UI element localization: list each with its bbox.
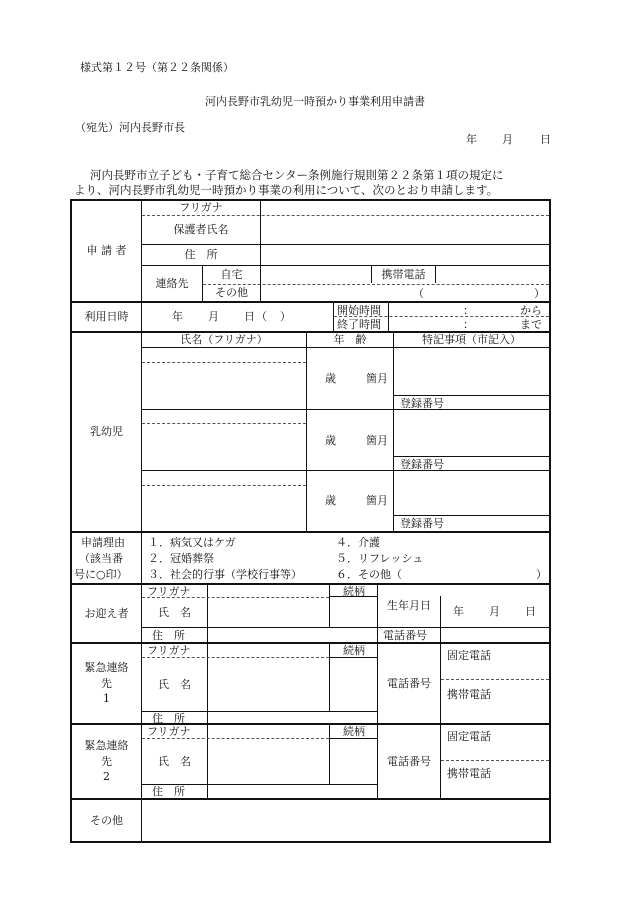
- emergency-1-landline-label: 固定電話: [447, 649, 491, 662]
- emergency-2-relation-label: 続柄: [343, 725, 365, 738]
- pickup-name-field[interactable]: [208, 598, 329, 627]
- addressee: （宛先）河内長野市長: [75, 121, 185, 134]
- reason-item-1[interactable]: １．病気又はケガ: [148, 536, 236, 549]
- child-3-age-months: 箇月: [366, 494, 388, 507]
- contact-label: 連絡先: [155, 276, 189, 290]
- end-time-field[interactable]: [389, 317, 517, 330]
- intro-line-1: 河内長野市立子ども・子育て総合センター条例施行規則第２２条第１項の規定に: [90, 168, 504, 182]
- end-time-label: 終了時間: [337, 318, 381, 331]
- pickup-label: お迎え者: [84, 606, 129, 620]
- start-time-label: 開始時間: [337, 304, 381, 317]
- child-2-reg-no-label: 登録番号: [400, 458, 444, 471]
- form-number: 様式第１２号（第２２条関係）: [80, 61, 234, 74]
- other-label: その他: [90, 813, 123, 827]
- reason-item-6[interactable]: ６．その他（: [336, 568, 402, 581]
- pickup-furigana-label: フリガナ: [147, 585, 191, 598]
- date-day: 日: [540, 133, 551, 146]
- child-1-age-years: 歳: [325, 372, 336, 385]
- mobile-phone-label: 携帯電話: [381, 267, 426, 281]
- pickup-phone-field[interactable]: [441, 628, 549, 642]
- emergency-2-phone-label: 電話番号: [387, 754, 431, 768]
- child-col-age: 年 齢: [333, 333, 367, 347]
- emergency-1-name-field[interactable]: [208, 658, 329, 711]
- pickup-name-label: 氏 名: [158, 605, 191, 619]
- applicant-address-field[interactable]: [261, 245, 549, 265]
- child-col-name: 氏名（フリガナ）: [180, 333, 268, 347]
- pickup-address-label: 住 所: [152, 629, 185, 642]
- applicant-furigana-label: フリガナ: [179, 200, 223, 214]
- child-3-age-years: 歳: [325, 494, 336, 507]
- pickup-birth-label: 生年月日: [387, 599, 431, 613]
- form-title: 河内長野市乳幼児一時預かり事業利用申請書: [205, 95, 425, 108]
- pickup-birth-field[interactable]: 年 月 日: [453, 605, 537, 619]
- emergency-2-relation-field[interactable]: [330, 739, 377, 784]
- date-month: 月: [502, 133, 513, 146]
- emergency-2-address-field[interactable]: [208, 785, 377, 798]
- applicant-label: 申 請 者: [86, 244, 127, 258]
- pickup-relation-field[interactable]: [330, 597, 377, 627]
- start-time-field[interactable]: [389, 303, 517, 316]
- start-time-suffix: から: [520, 304, 542, 317]
- child-label: 乳幼児: [90, 425, 123, 439]
- child-2-age-months: 箇月: [366, 434, 388, 447]
- reason-item-5[interactable]: ５．リフレッシュ: [336, 552, 424, 565]
- reason-label-3: 号に○印）: [74, 568, 128, 581]
- home-phone-field[interactable]: [261, 266, 371, 283]
- emergency-1-address-field[interactable]: [208, 712, 377, 723]
- reason-item-4[interactable]: ４．介護: [336, 536, 380, 549]
- other-field[interactable]: [142, 800, 549, 841]
- reason-label-2: （該当番: [79, 552, 123, 565]
- emergency-2-address-label: 住 所: [152, 785, 185, 798]
- emergency-1-name-label: 氏 名: [158, 677, 191, 691]
- reason-item-3[interactable]: ３．社会的行事（学校行事等）: [148, 568, 302, 581]
- emergency-2-landline-label: 固定電話: [447, 730, 491, 743]
- emergency-2-furigana-label: フリガナ: [147, 725, 191, 738]
- pickup-relation-label: 続柄: [343, 585, 365, 598]
- emergency-1-mobile-label: 携帯電話: [447, 688, 491, 701]
- applicant-address-label: 住 所: [184, 248, 218, 262]
- emergency-2-mobile-label: 携帯電話: [447, 767, 491, 780]
- reason-item-6-close: ）: [536, 568, 547, 581]
- other-contact-field[interactable]: [425, 285, 533, 300]
- child-col-notes: 特記事項（市記入）: [422, 333, 521, 347]
- emergency-2-label: 緊急連絡 先 2: [84, 738, 129, 784]
- pickup-address-field[interactable]: [208, 628, 377, 642]
- applicant-name-label: 保護者氏名: [173, 223, 229, 237]
- emergency-1-relation-label: 続柄: [343, 644, 365, 657]
- child-3-reg-no-label: 登録番号: [400, 517, 444, 530]
- reason-item-2[interactable]: ２．冠婚葬祭: [148, 552, 214, 565]
- applicant-name-field[interactable]: [261, 216, 549, 244]
- emergency-1-address-label: 住 所: [152, 712, 185, 725]
- intro-line-2: より、河内長野市乳幼児一時預かり事業の利用について、次のとおり申請します。: [74, 183, 499, 197]
- other-contact-label: その他: [215, 286, 248, 300]
- child-2-age-years: 歳: [325, 434, 336, 447]
- other-contact-paren-close: ）: [534, 287, 545, 300]
- reason-label-1: 申請理由: [81, 536, 125, 549]
- pickup-phone-label: 電話番号: [383, 629, 427, 642]
- child-2-name-field[interactable]: [142, 424, 306, 470]
- emergency-1-label: 緊急連絡 先 1: [84, 660, 129, 706]
- usage-label: 利用日時: [84, 310, 129, 324]
- child-1-age-months: 箇月: [366, 372, 388, 385]
- start-time-colon: ：: [463, 304, 474, 317]
- end-time-colon: ：: [463, 318, 474, 331]
- mobile-phone-field[interactable]: [436, 266, 549, 283]
- usage-date[interactable]: 年 月 日（ ）: [172, 310, 292, 323]
- emergency-2-name-field[interactable]: [208, 739, 329, 784]
- child-3-name-field[interactable]: [142, 486, 306, 530]
- date-year: 年: [466, 133, 477, 146]
- other-contact-paren-open: （: [413, 287, 424, 300]
- emergency-2-name-label: 氏 名: [158, 754, 191, 768]
- emergency-1-relation-field[interactable]: [330, 658, 377, 711]
- emergency-1-furigana-label: フリガナ: [147, 644, 191, 657]
- home-phone-label: 自宅: [220, 267, 243, 281]
- end-time-suffix: まで: [520, 318, 542, 331]
- child-1-reg-no-label: 登録番号: [400, 397, 444, 410]
- child-1-name-field[interactable]: [142, 363, 306, 409]
- emergency-1-phone-label: 電話番号: [387, 676, 431, 690]
